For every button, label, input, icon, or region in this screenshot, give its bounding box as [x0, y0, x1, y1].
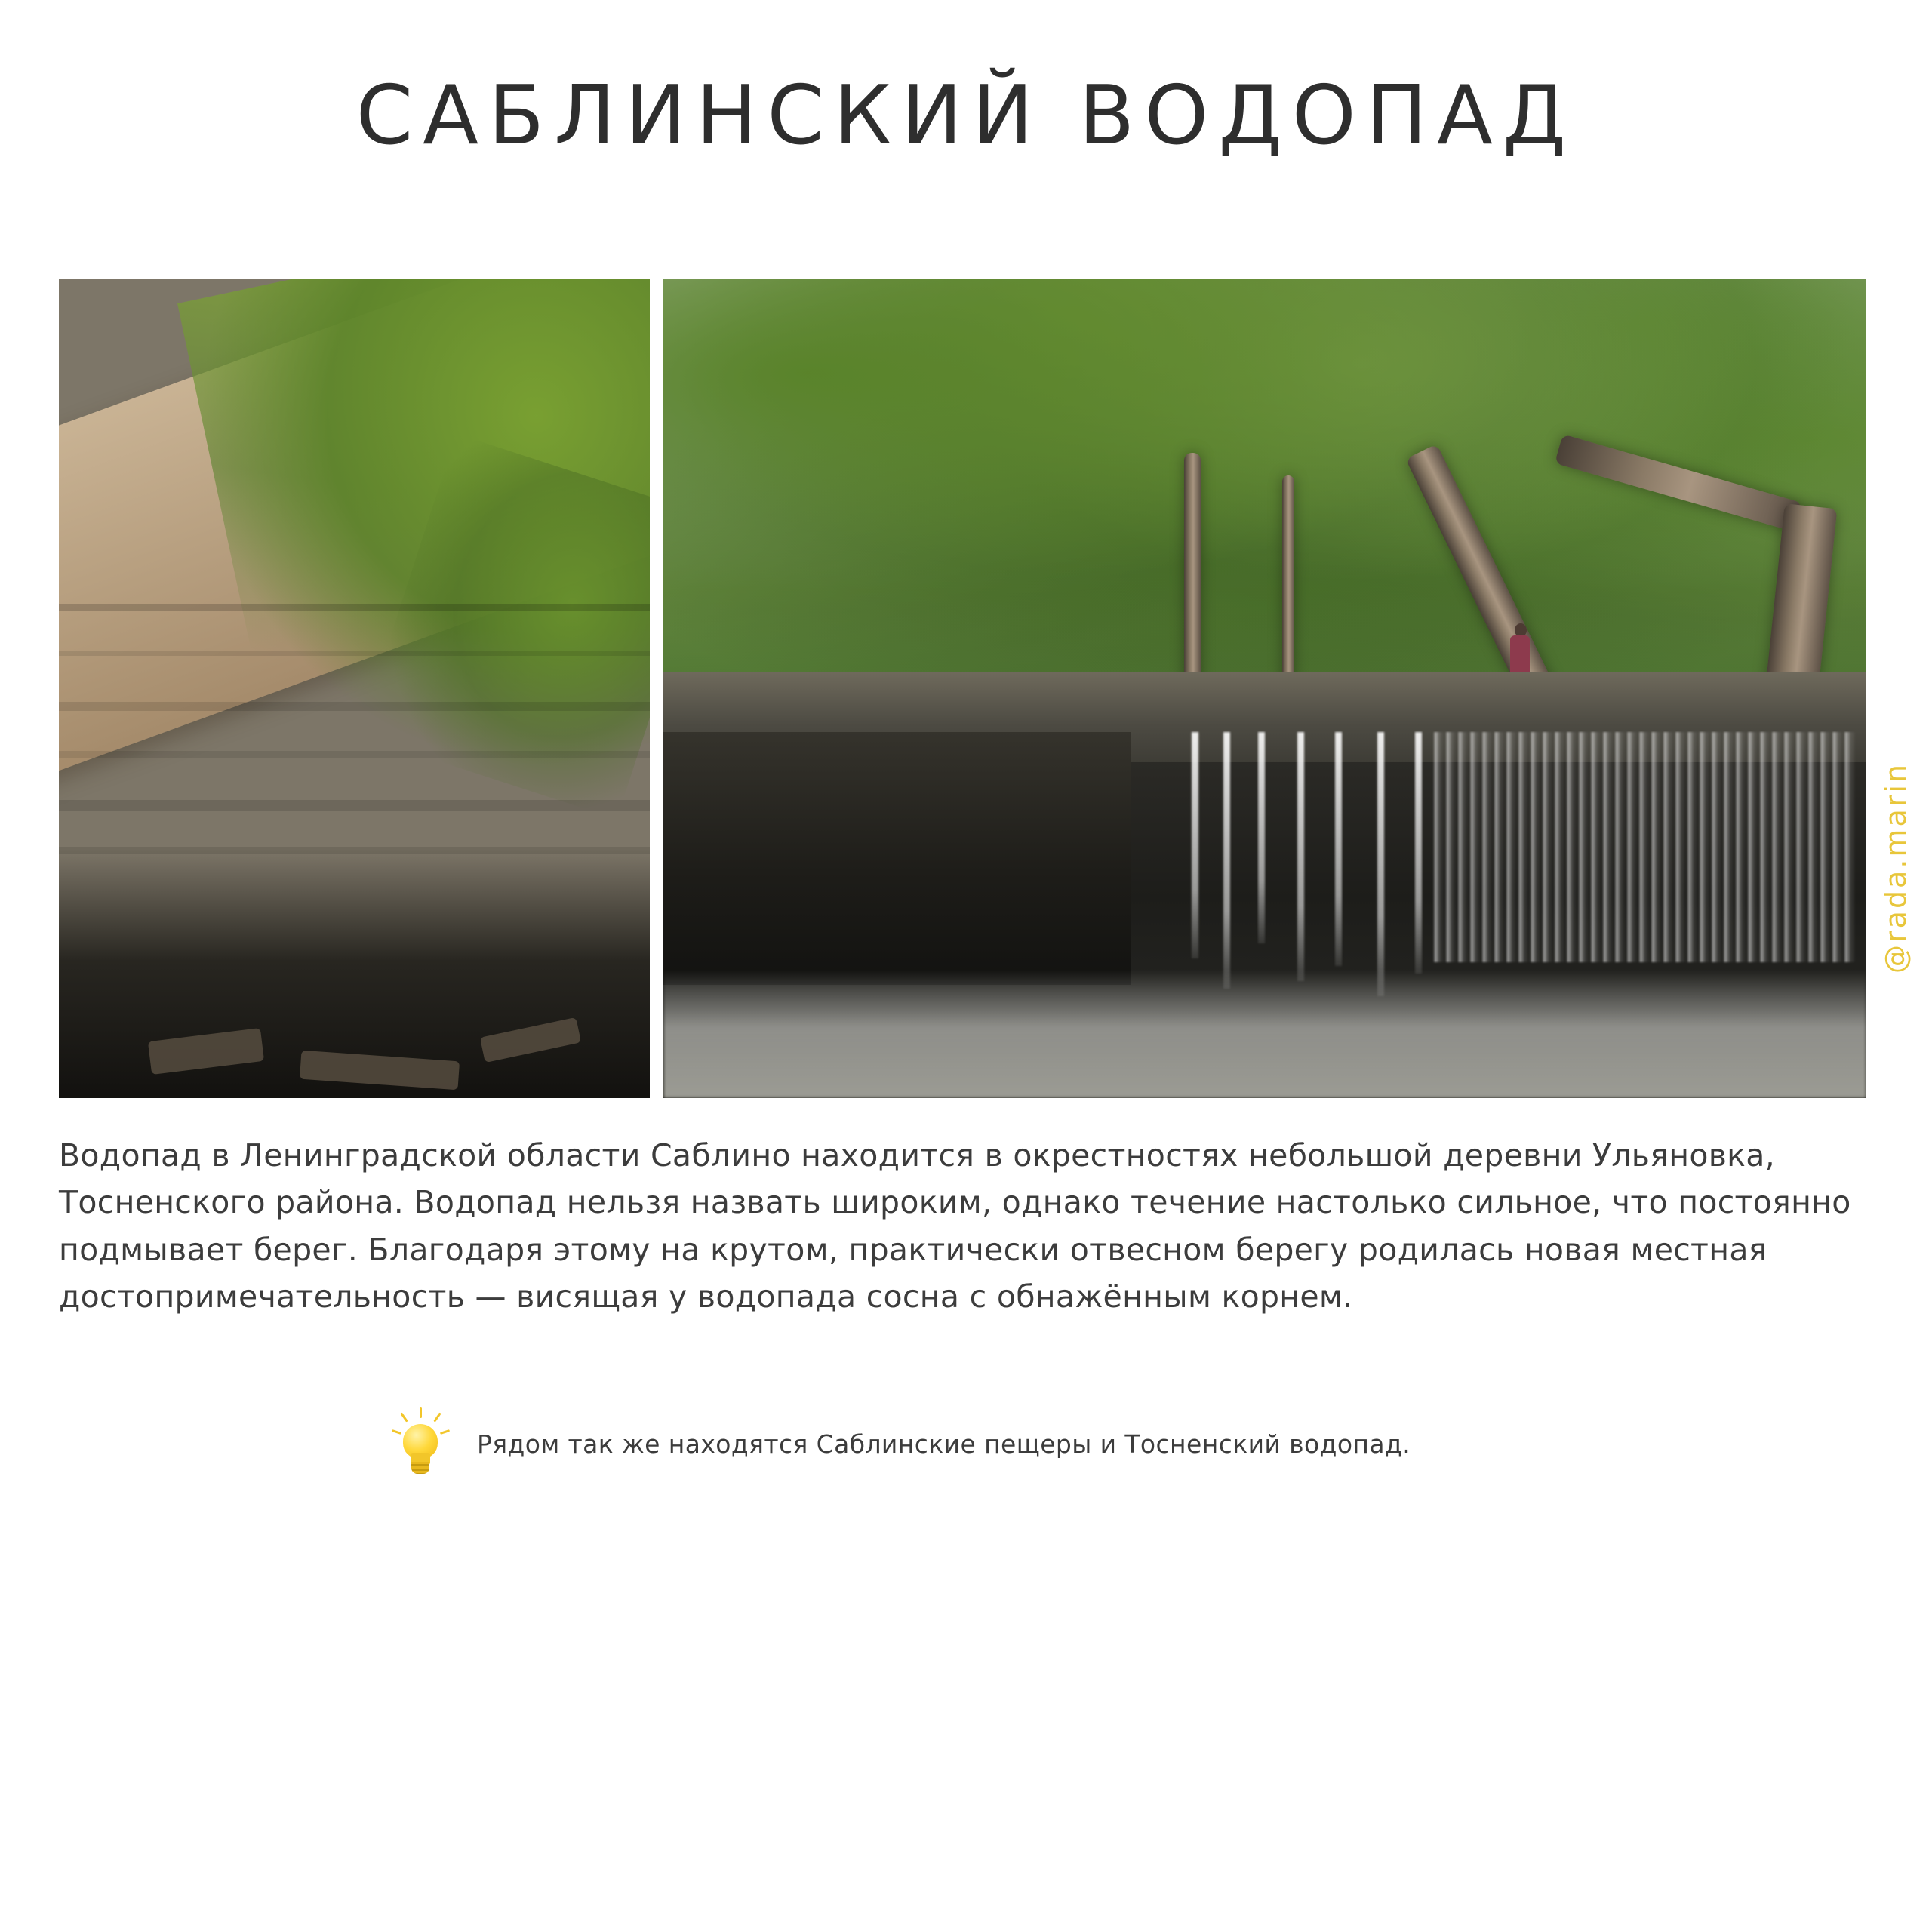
- body-paragraph: Водопад в Ленинградской области Саблино находится в окрестностях небольшой деревни Ульяновка, Тосненского района. Водопад нельзя назвать широким, однако течение настолько сильное, что постоянно подмывает берег. Благодаря этому на крутом, практически отвесном берегу родилась новая местная достопримечательность — висящая у водопада сосна с обнажённым корнем.: [59, 1137, 1851, 1315]
- cliff-stratum-line: [59, 800, 650, 811]
- water-stream: [1415, 732, 1422, 974]
- cliff-stratum-line: [59, 751, 650, 758]
- water-foam: [663, 970, 1866, 1098]
- page-title: САБЛИНСКИЙ ВОДОПАД: [355, 69, 1577, 163]
- water-stream: [1223, 732, 1230, 989]
- watermark: @rada.marin: [1879, 762, 1912, 974]
- tree-trunk: [1282, 475, 1294, 694]
- water-stream: [1258, 732, 1265, 943]
- tip-text: Рядом так же находятся Саблинские пещеры и Тосненский водопад.: [477, 1429, 1411, 1459]
- water-stream: [1192, 732, 1198, 958]
- photo-cliff: [59, 279, 650, 1098]
- cliff-stratum-line: [59, 651, 650, 656]
- photo-waterfall: [663, 279, 1866, 1098]
- water-stream: [1297, 732, 1304, 981]
- cliff-stratum-line: [59, 702, 650, 711]
- tree-trunk: [1184, 453, 1201, 694]
- tip-note: [392, 1407, 1411, 1480]
- photo-gallery: [59, 279, 1866, 1098]
- lightbulb-icon: [392, 1407, 448, 1480]
- waterfall-dark-cliff: [663, 732, 1131, 985]
- water-stream: [1377, 732, 1384, 996]
- waterfall-curtain: [1433, 732, 1856, 962]
- water-stream: [1335, 732, 1342, 966]
- cliff-stratum-line: [59, 604, 650, 611]
